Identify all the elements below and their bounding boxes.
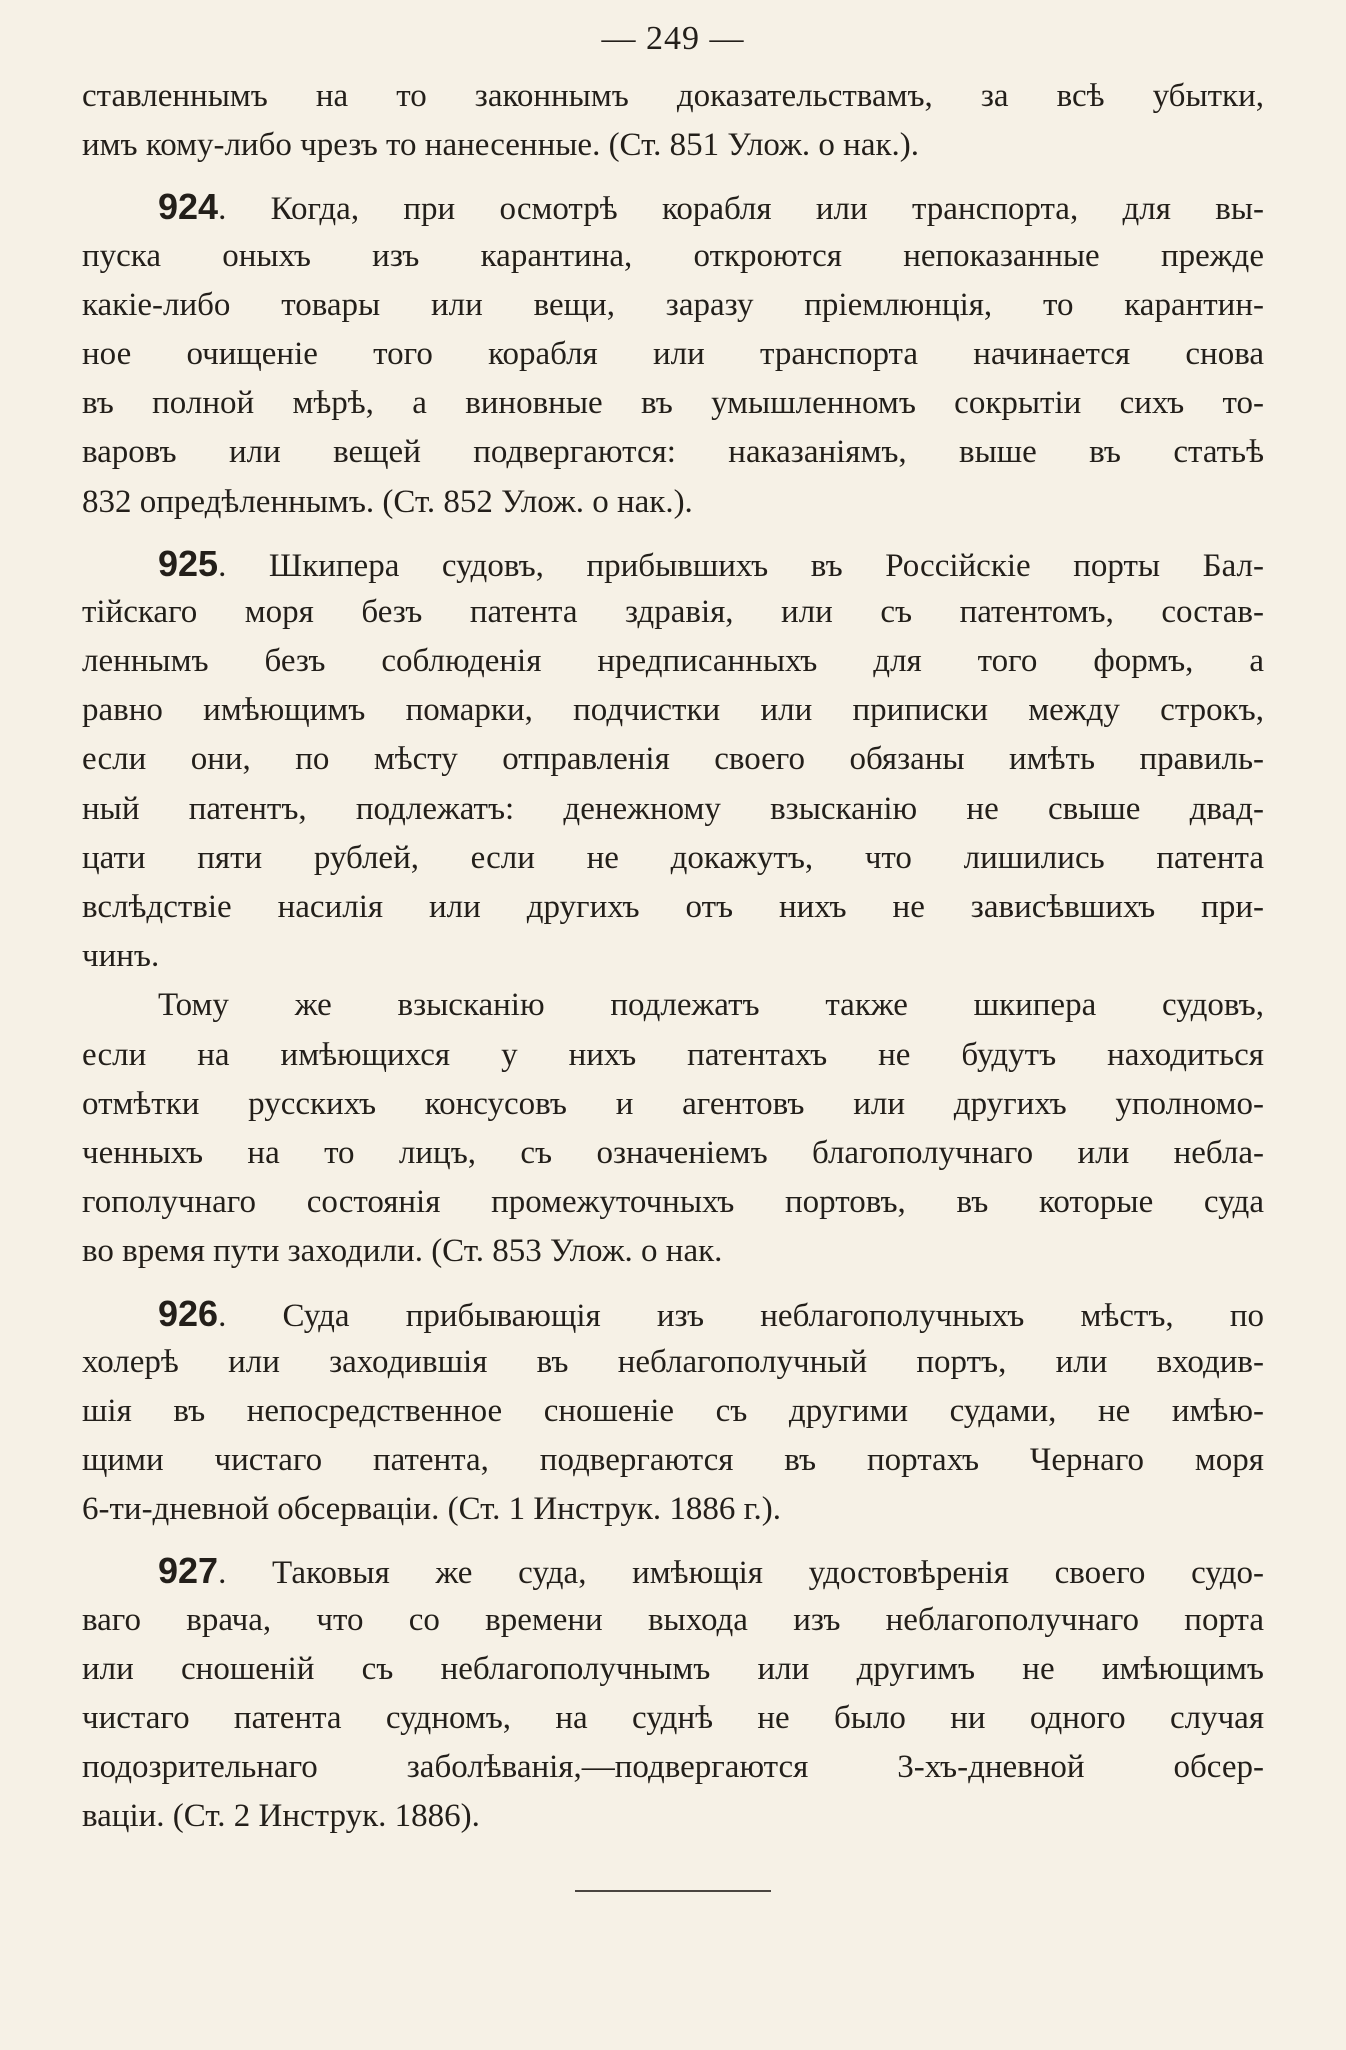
text-line: равно имѣющимъ помарки, подчистки или приписки между строкъ, [82, 692, 1264, 729]
text-line: леннымъ безъ соблюденія нредписанныхъ для того формъ, а [82, 643, 1264, 680]
text-line: ваціи. (Ст. 2 Инструк. 1886). [82, 1798, 480, 1835]
text-line: . Шкипера судовъ, прибывшихъ въ Россійскіе порты Бал- [218, 547, 1264, 584]
article-925 [82, 539, 1264, 1277]
text-line: щими чистаго патента, подвергаются въ портахъ Чернаго моря [82, 1442, 1264, 1479]
text-line: чинъ. [82, 938, 160, 975]
text-line: холерѣ или заходившія въ неблагополучный портъ, или входив- [82, 1343, 1264, 1380]
text-line: 832 опредѣленнымъ. (Ст. 852 Улож. о нак.). [82, 483, 693, 520]
text-line: пуска оныхъ изъ карантина, откроются непоказанные прежде [82, 237, 1264, 274]
text-line: ваго врача, что со времени выхода изъ неблагополучнаго порта [82, 1601, 1264, 1638]
text-line: въ полной мѣрѣ, а виновные въ умышленномъ сокрытіи сихъ то- [82, 385, 1264, 422]
text-line: 6-ти-дневной обсерваціи. (Ст. 1 Инструк. 1886 г.). [82, 1491, 781, 1528]
text-line: ставленнымъ на то законнымъ доказательствамъ, за всѣ убытки, [82, 78, 1264, 114]
text-line: имъ кому-либо чрезъ то нанесенные. (Ст. 851 Улож. о нак.). [82, 127, 919, 164]
text-line: ный патентъ, подлежатъ: денежному взысканію не свыше двад- [82, 790, 1264, 827]
text-line: шія въ непосредственное сношеніе съ другими судами, не имѣю- [82, 1392, 1264, 1429]
text-line: тійскаго моря безъ патента здравія, или съ патентомъ, состав- [82, 593, 1264, 630]
text-line: если на имѣющихся у нихъ патентахъ не будутъ находиться [82, 1036, 1264, 1073]
text-line: или сношеній съ неблагополучнымъ или другимъ не имѣющимъ [82, 1650, 1264, 1687]
text-line: подозрительнаго заболѣванія,—подвергаются 3-хъ-дневной обсер- [82, 1749, 1264, 1786]
text-line: какіе-либо товары или вещи, заразу пріемлюнція, то карантин- [82, 286, 1264, 323]
section-divider [575, 1890, 771, 1892]
article-927 [82, 1546, 1264, 1841]
article-number: 927 [158, 1550, 219, 1592]
text-line: . Таковыя же суда, имѣющія удостовѣренія своего судо- [218, 1555, 1264, 1592]
text-line: цати пяти рублей, если не докажутъ, что лишились патента [82, 839, 1264, 876]
text-line: ченныхъ на то лицъ, съ означеніемъ благополучнаго или небла- [82, 1134, 1264, 1171]
text-line: вслѣдствіе насилія или другихъ отъ нихъ не зависѣвшихъ при- [82, 889, 1264, 925]
text-line: если они, по мѣсту отправленія своего обязаны имѣть правиль- [82, 741, 1264, 778]
article-926 [82, 1289, 1264, 1535]
text-line: Тому же взысканію подлежатъ также шкипера судовъ, [158, 987, 1264, 1024]
article-924 [82, 182, 1264, 526]
article-number: 926 [158, 1292, 219, 1334]
continuation-paragraph [82, 72, 1264, 170]
text-line: . Суда прибывающія изъ неблагополучныхъ мѣстъ, по [218, 1297, 1264, 1334]
text-line: чистаго патента судномъ, на суднѣ не было ни одного случая [82, 1700, 1264, 1736]
text-line: ное очищеніе того корабля или транспорта начинается снова [82, 335, 1264, 372]
article-number: 924 [158, 186, 219, 228]
page-number: — 249 — [601, 20, 745, 57]
text-line: варовъ или вещей подвергаются: наказаніямъ, выше въ статьѣ [82, 434, 1264, 471]
text-line: гополучнаго состоянія промежуточныхъ портовъ, въ которые суда [82, 1184, 1264, 1221]
text-line: . Когда, при осмотрѣ корабля или транспорта, для вы- [218, 191, 1264, 228]
article-number: 925 [158, 542, 219, 584]
text-line: отмѣтки русскихъ консусовъ и агентовъ или другихъ уполномо- [82, 1085, 1264, 1122]
text-line: во время пути заходили. (Ст. 853 Улож. о нак. [82, 1233, 723, 1270]
